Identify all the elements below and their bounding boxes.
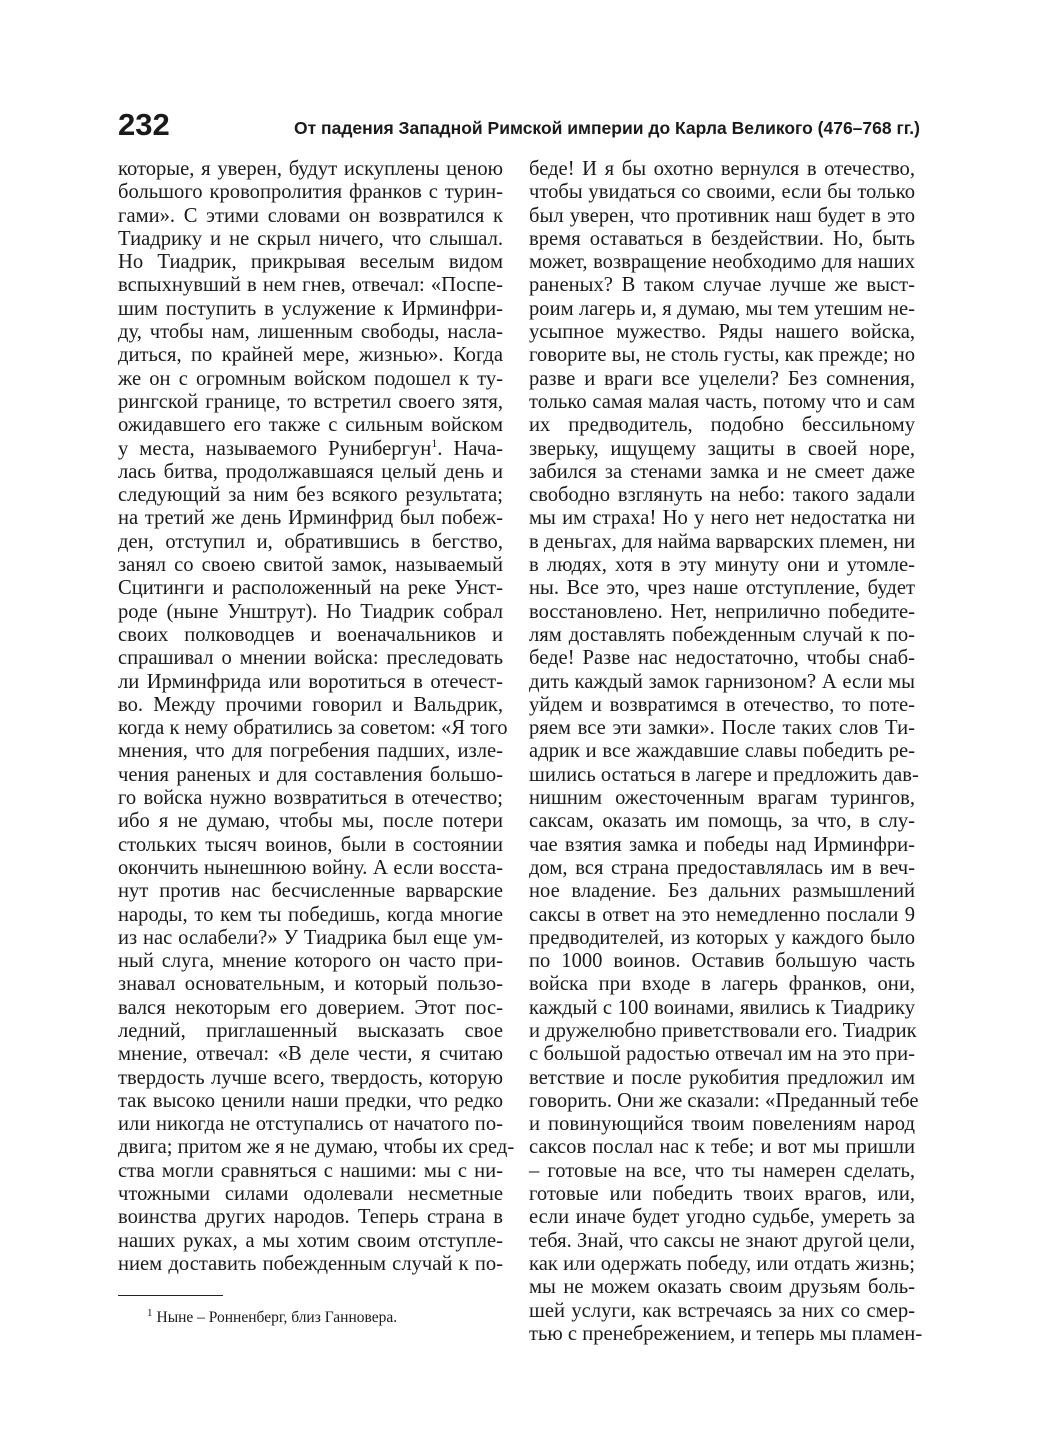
left-text-column bbox=[118, 158, 515, 1276]
text-line: по 1000 воинов. Оставив большую часть bbox=[529, 950, 915, 973]
text-line: усыпное мужество. Ряды нашего войска, bbox=[529, 321, 915, 344]
text-line: занял со своею свитой замок, называемый bbox=[118, 554, 503, 577]
text-line: вался некоторым его доверием. Этот пос- bbox=[118, 996, 503, 1019]
text-line: готовые или победить твоих врагов, или, bbox=[529, 1183, 915, 1206]
text-line: которые, я уверен, будут искуплены ценою bbox=[118, 158, 503, 180]
text-line: следующий за ним без всякого результата; bbox=[118, 484, 503, 507]
text-line: время оставаться в бездействии. Но, быть bbox=[529, 227, 915, 250]
text-line: знавал основательным, и который пользо- bbox=[118, 973, 503, 996]
text-line: чения раненых и для составления большо- bbox=[118, 763, 503, 786]
text-line: ный слуга, мнение которого он часто при- bbox=[118, 950, 503, 973]
footnote-reference: 1 bbox=[431, 435, 438, 450]
text-line: роде (ныне Унштрут). Но Тиадрик собрал bbox=[118, 600, 503, 623]
text-line: когда к нему обратились за советом: «Я того bbox=[118, 717, 508, 740]
text-line: дом, вся страна предоставлялась им в веч- bbox=[529, 856, 915, 879]
running-title: От падения Западной Римской империи до Карла Великого (476–768 гг.) bbox=[293, 118, 920, 138]
text-line: уйдем и возвратимся в отечество, то поте- bbox=[529, 693, 915, 716]
text-line: тебя. Знай, что саксы не знают другой цели, bbox=[529, 1229, 915, 1252]
text-line: нишним ожесточенным врагам турингов, bbox=[529, 787, 915, 810]
text-line: только самая малая часть, потому что и сам bbox=[529, 390, 915, 413]
text-line: чтобы увидаться со своими, если бы только bbox=[529, 181, 915, 204]
text-line: из нас ослабели?» У Тиадрика был еще ум- bbox=[118, 926, 503, 949]
text-line: ледний, приглашенный высказать свое bbox=[118, 1019, 503, 1042]
text-line: шей услуги, как встречаясь за них со смер- bbox=[529, 1299, 915, 1322]
text-line: ное владение. Без дальних размышлений bbox=[529, 880, 915, 903]
text-line: диться, по крайней мере, жизнью». Когда bbox=[118, 344, 503, 367]
text-line: ства могли сравняться с нашими: мы с ни- bbox=[118, 1159, 503, 1182]
text-line: или никогда не отступались от начатого по- bbox=[118, 1113, 503, 1136]
text-line: предводителей, из которых у каждого было bbox=[529, 926, 915, 949]
text-line: мнение, отвечал: «В деле чести, я считаю bbox=[118, 1043, 503, 1066]
text-line: наших руках, а мы хотим своим отступле- bbox=[118, 1229, 503, 1252]
text-line: разве и враги все уцелели? Без сомнения, bbox=[529, 367, 915, 390]
text-line: был уверен, что противник наш будет в это bbox=[529, 204, 915, 227]
text-line: говорите вы, не столь густы, как прежде; но bbox=[529, 344, 916, 367]
text-line: свободно взглянуть на небо: такого задали bbox=[529, 484, 915, 507]
text-line: восстановлено. Нет, неприлично победите- bbox=[529, 600, 915, 623]
text-line: беде! И я бы охотно вернулся в отечество, bbox=[529, 158, 915, 180]
text-line: говорить. Они же сказали: «Преданный тебе bbox=[529, 1089, 919, 1112]
text-line: чтожными силами одолевали несметные bbox=[118, 1183, 503, 1206]
footnote-divider bbox=[118, 1295, 223, 1296]
text-line: окончить нынешнюю войну. А если восста- bbox=[118, 856, 503, 879]
text-line: же он с огромным войском подошел к ту- bbox=[118, 367, 503, 390]
text-line: мнения, что для погребения падших, изле- bbox=[118, 740, 503, 763]
text-line: саксов послал нас к тебе; и вот мы пришли bbox=[529, 1136, 915, 1159]
footnote bbox=[147, 1308, 397, 1328]
text-line: ден, отступил и, обратившись в бегство, bbox=[118, 530, 503, 553]
text-line: ожидавшего его также с сильным войском bbox=[118, 414, 503, 437]
text-line: может, возвращение необходимо для наших bbox=[529, 251, 915, 274]
text-line: каждый с 100 воинами, явились к Тиадрику bbox=[529, 996, 915, 1019]
text-line: на третий же день Ирминфрид был побеж- bbox=[118, 507, 503, 530]
text-line: чае взятия замка и победы над Ирминфри- bbox=[529, 833, 915, 856]
text-line: ряем все эти замки». После таких слов Ти- bbox=[529, 717, 915, 740]
text-line: рингской границе, то встретил своего зятя, bbox=[118, 390, 503, 413]
text-line: шились остаться в лагере и предложить дав- bbox=[529, 763, 919, 786]
text-line: раненых? В таком случае лучше же выст- bbox=[529, 274, 915, 297]
text-line: шим поступить в услужение к Ирминфри- bbox=[118, 297, 503, 320]
text-line: стольких тысяч воинов, были в состоянии bbox=[118, 833, 503, 856]
text-line: мы им страха! Но у него нет недостатка ни bbox=[529, 507, 915, 530]
text-line: ибо я не думаю, чтобы мы, после потери bbox=[118, 810, 503, 833]
text-line: го войска нужно возвратиться в отечество; bbox=[118, 787, 503, 810]
text-line: твердость лучше всего, твердость, которую bbox=[118, 1066, 503, 1089]
page-number: 232 bbox=[118, 107, 170, 142]
text-line: тью с пренебрежением, и теперь мы пламен- bbox=[529, 1322, 923, 1345]
text-line: во. Между прочими говорил и Вальдрик, bbox=[118, 693, 503, 716]
text-line: ны. Все это, чрез наше отступление, будет bbox=[529, 577, 915, 600]
footnote-number: 1 bbox=[147, 1306, 153, 1319]
text-line: Тиадрику и не скрыл ничего, что слышал. bbox=[118, 227, 503, 250]
footnote-text: Ныне – Ронненберг, близ Ганновера. bbox=[156, 1309, 398, 1326]
text-line: большого кровопролития франков с турин- bbox=[118, 181, 503, 204]
text-line: саксы в ответ на это немедленно послали 9 bbox=[529, 903, 915, 926]
text-line: своих полководцев и военачальников и bbox=[118, 623, 503, 646]
text-line: если иначе будет угодно судьбе, умереть за bbox=[529, 1206, 915, 1229]
text-line: как или одержать победу, или отдать жизнь; bbox=[529, 1252, 915, 1275]
text-line: и дружелюбно приветствовали его. Тиадрик bbox=[529, 1019, 917, 1042]
text-line: ветствие и после рукобития предложил им bbox=[529, 1066, 915, 1089]
text-line: двига; притом же я не думаю, чтобы их сред- bbox=[118, 1136, 515, 1159]
text-line: вспыхнувший в нем гнев, отвечал: «Поспе- bbox=[118, 274, 503, 297]
text-line: нием доставить побежденным случай к по- bbox=[118, 1252, 503, 1275]
text-line: Но Тиадрик, прикрывая веселым видом bbox=[118, 251, 503, 274]
text-line: спрашивал о мнении войска: преследовать bbox=[118, 647, 503, 670]
text-line: лась битва, продолжавшаяся целый день и bbox=[118, 460, 503, 483]
text-line: лям доставлять побежденным случай к по- bbox=[529, 623, 915, 646]
text-line: зверьку, ищущему защиты в своей норе, bbox=[529, 437, 915, 460]
text-line: – готовые на все, что ты намерен сделать, bbox=[529, 1159, 915, 1182]
text-line: народы, то кем ты победишь, когда многие bbox=[118, 903, 503, 926]
text-line: мы не можем оказать своим друзьям боль- bbox=[529, 1276, 915, 1299]
text-line: и повинующийся твоим повелениям народ bbox=[529, 1113, 915, 1136]
right-text-column bbox=[529, 158, 923, 1346]
text-line: у места, называемого Рунибергун$^1$. Нача- bbox=[118, 435, 504, 460]
text-line: адрик и все жаждавшие славы победить ре- bbox=[529, 740, 915, 763]
text-line: роим лагерь и, я думаю, мы тем утешим не- bbox=[529, 297, 915, 320]
text-line: нут против нас бесчисленные варварские bbox=[118, 880, 503, 903]
text-line: саксам, оказать им помощь, за что, в слу- bbox=[529, 810, 915, 833]
text-line: войска при входе в лагерь франков, они, bbox=[529, 973, 915, 996]
text-line: беде! Разве нас недостаточно, чтобы снаб- bbox=[529, 647, 915, 670]
text-line: в деньгах, для найма варварских племен, ни bbox=[529, 530, 916, 553]
text-line: Сцитинги и расположенный на реке Унст- bbox=[118, 577, 503, 600]
text-line: забился за стенами замка и не смеет даже bbox=[529, 460, 915, 483]
text-line: гами». С этими словами он возвратился к bbox=[118, 204, 503, 227]
text-line: их предводитель, подобно бессильному bbox=[529, 414, 915, 437]
text-line: так высоко ценили наши предки, что редко bbox=[118, 1089, 503, 1112]
text-line: ли Ирминфрида или воротиться в отечест- bbox=[118, 670, 503, 693]
text-line: дить каждый замок гарнизоном? А если мы bbox=[529, 670, 915, 693]
text-line: воинства других народов. Теперь страна в bbox=[118, 1206, 503, 1229]
text-line: с большой радостью отвечал им на это при- bbox=[529, 1043, 915, 1066]
text-line: ду, чтобы нам, лишенным свободы, насла- bbox=[118, 321, 503, 344]
text-line: в людях, хотя в эту минуту они и утомле- bbox=[529, 554, 915, 577]
